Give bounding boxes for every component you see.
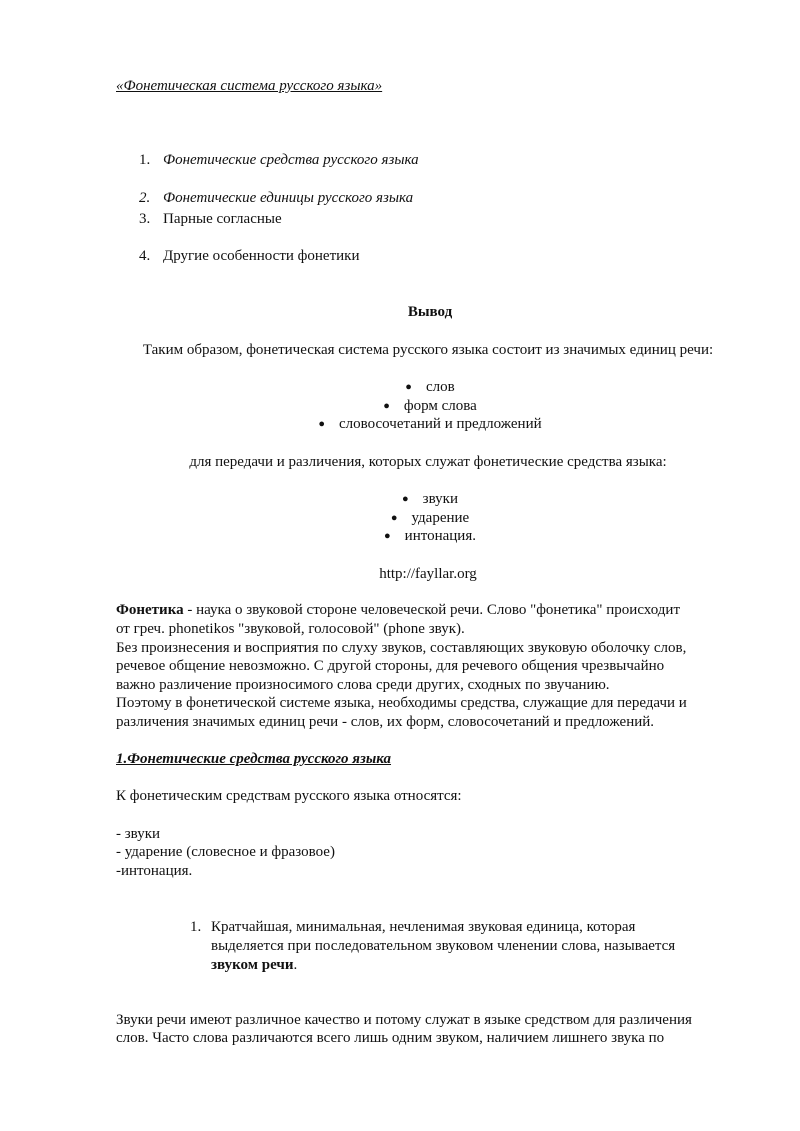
definition-line-1 bbox=[116, 601, 680, 620]
definition-line-5: важно различение произносимого слова среди других, сходных по звучанию. bbox=[116, 677, 610, 693]
means-bullet-1 bbox=[0, 490, 800, 509]
definition-line-3: Без произнесения и восприятия по слуху звуков, составляющих звуковую оболочку слов, bbox=[116, 640, 687, 656]
section-1-item-2: - ударение (словесное и фразовое) bbox=[116, 844, 335, 860]
unit-bullet-2 bbox=[0, 397, 800, 416]
toc-text: Другие особенности фонетики bbox=[163, 248, 360, 264]
toc-text: Фонетические единицы русского языка bbox=[163, 190, 414, 206]
toc-text: Фонетические средства русского языка bbox=[163, 152, 419, 168]
bullet-text: интонация. bbox=[404, 528, 476, 544]
line-end: . bbox=[293, 957, 298, 973]
numbered-line-3 bbox=[211, 956, 741, 975]
toc-number: 1. bbox=[139, 152, 151, 168]
definition-term: Фонетика bbox=[116, 602, 184, 618]
toc-text: Парные согласные bbox=[163, 211, 282, 227]
paragraph-line-1: Звуки речи имеют различное качество и потому служат в языке средством для различения bbox=[116, 1012, 692, 1028]
definition-line-2: от греч. phonetikos "звуковой, голосовой" (phone звук). bbox=[116, 621, 465, 637]
document-title: «Фонетическая система русского языка» bbox=[116, 78, 383, 94]
unit-bullet-1 bbox=[0, 378, 800, 397]
section-1-item-1: - звуки bbox=[116, 826, 161, 842]
toc-number: 3. bbox=[139, 211, 151, 227]
definition-line-6: Поэтому в фонетической системе языка, необходимы средства, служащие для передачи и bbox=[116, 695, 687, 711]
conclusion-heading: Вывод bbox=[407, 304, 453, 320]
toc-number: 2. bbox=[139, 190, 151, 206]
bold-term: звуком речи bbox=[211, 957, 294, 973]
numbered-line-1: Кратчайшая, минимальная, нечленимая звуковая единица, которая bbox=[211, 919, 636, 935]
numbered-paragraph bbox=[190, 918, 740, 978]
paragraph-line-2: слов. Часто слова различаются всего лишь одним звуком, наличием лишнего звука по bbox=[116, 1030, 665, 1046]
section-1-item-3: -интонация. bbox=[116, 863, 193, 879]
bullet-text: ударение bbox=[411, 510, 470, 526]
numbered-paragraph-number: 1. bbox=[190, 919, 202, 935]
definition-line-7: различения значимых единиц речи - слов, их форм, словосочетаний и предложений. bbox=[116, 714, 655, 730]
section-1-intro: К фонетическим средствам русского языка относятся: bbox=[116, 788, 462, 804]
source-url[interactable]: http://fayllar.org bbox=[379, 566, 477, 582]
bullet-text: слов bbox=[425, 379, 455, 395]
definition-line-4: речевое общение невозможно. С другой стороны, для речевого общения чрезвычайно bbox=[116, 658, 665, 674]
numbered-paragraph-text bbox=[211, 918, 741, 975]
bullet-icon: ● bbox=[384, 530, 391, 542]
toc-number: 4. bbox=[139, 248, 151, 264]
bullet-icon: ● bbox=[405, 381, 412, 393]
bullet-icon: ● bbox=[402, 493, 409, 505]
conclusion-intro: Таким образом, фонетическая система русского языка состоит из значимых единиц речи: bbox=[142, 342, 714, 358]
bullet-text: словосочетаний и предложений bbox=[339, 416, 542, 432]
bullet-icon: ● bbox=[390, 512, 398, 524]
definition-text: - наука о звуковой стороне человеческой речи. Слово "фонетика" происходит bbox=[183, 602, 680, 618]
means-bullet-3 bbox=[0, 527, 800, 546]
unit-bullet-3 bbox=[0, 415, 800, 434]
means-bullet-2 bbox=[0, 509, 800, 528]
bullet-text: форм слова bbox=[403, 398, 477, 414]
bullet-icon: ● bbox=[383, 400, 390, 412]
numbered-line-2: выделяется при последовательном звуковом членении слова, называется bbox=[211, 938, 676, 954]
conclusion-middle: для передачи и различения, которых служат фонетические средства языка: bbox=[189, 454, 667, 470]
bullet-text: звуки bbox=[422, 491, 458, 507]
bullet-icon: ● bbox=[318, 418, 326, 430]
section-1-heading: 1.Фонетические средства русского языка bbox=[116, 751, 392, 767]
